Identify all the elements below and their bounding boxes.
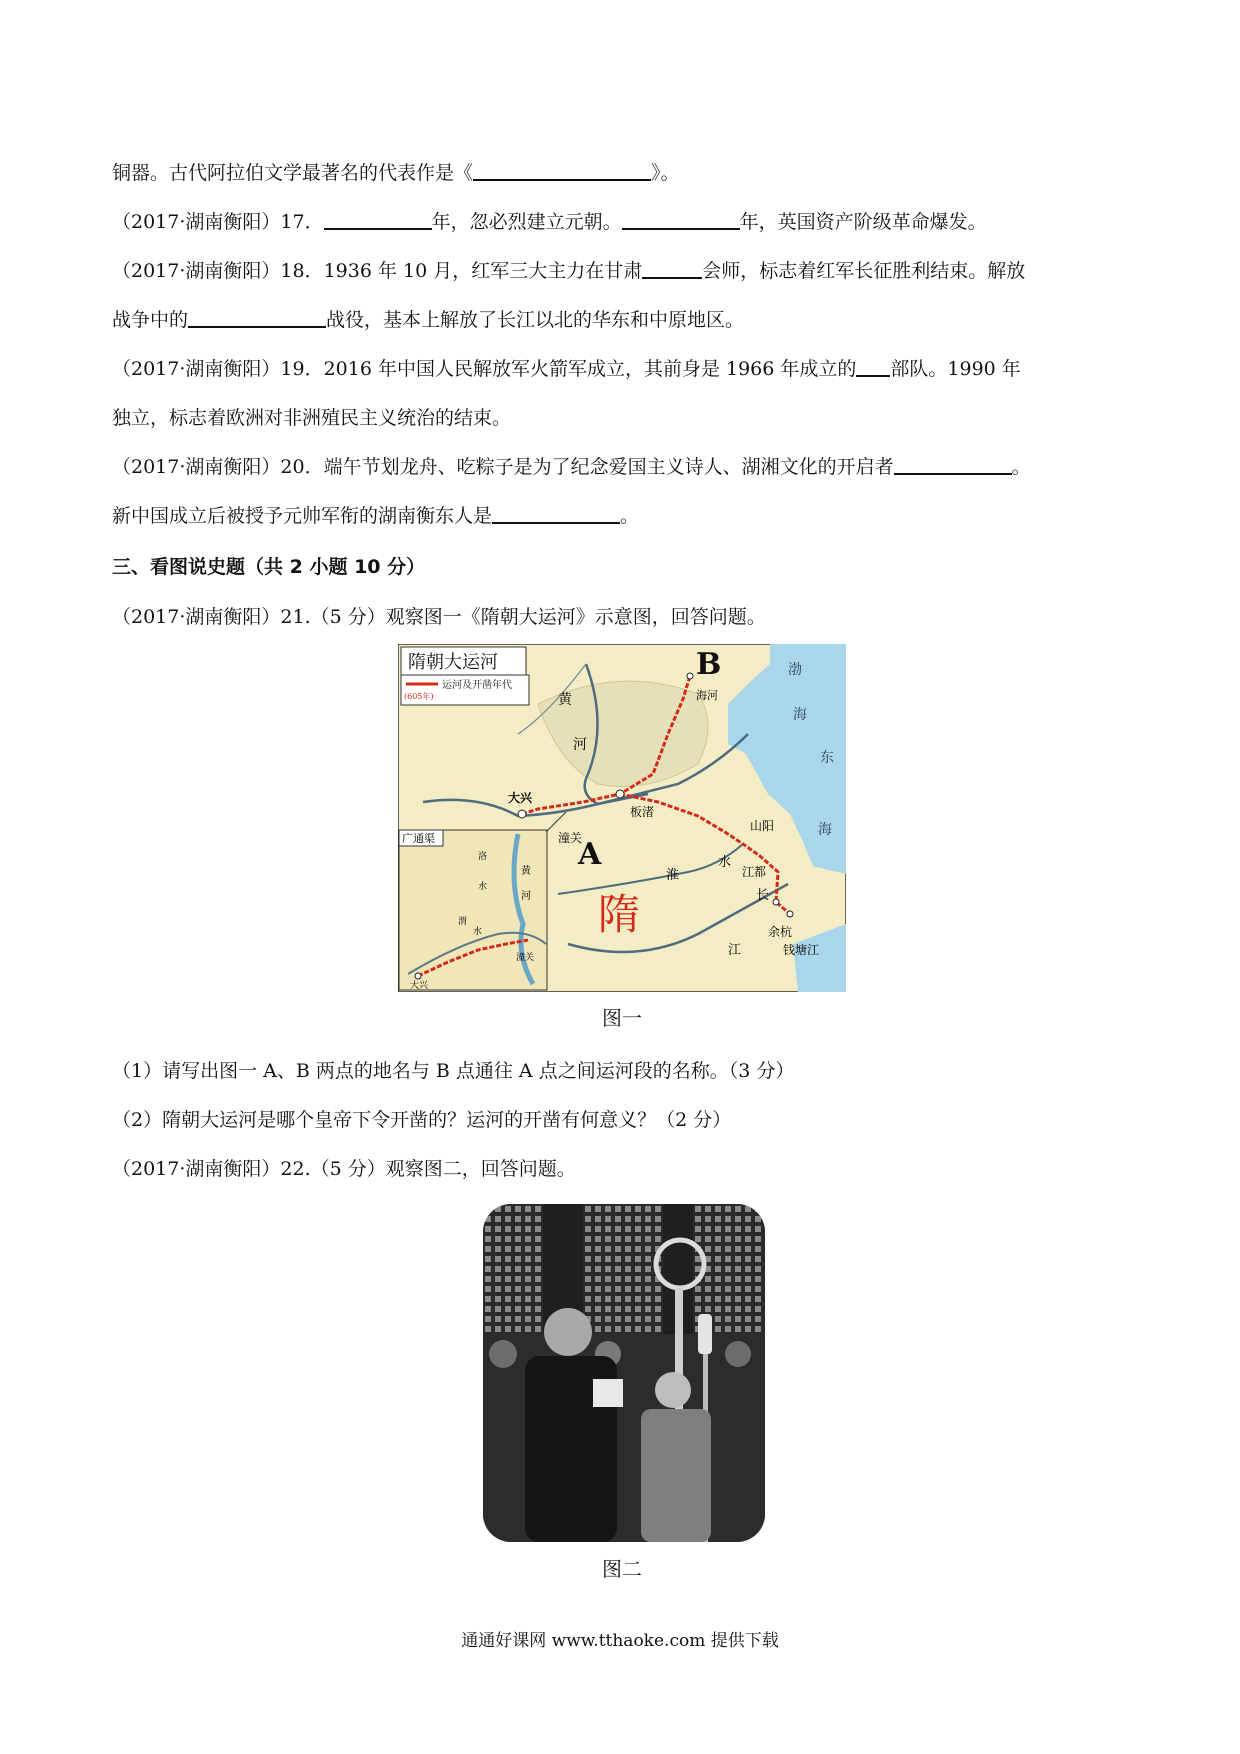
svg-text:长: 长	[756, 888, 770, 903]
guangtong-canal-inset	[399, 830, 547, 991]
svg-text:淮: 淮	[666, 868, 680, 883]
svg-text:钱塘江: 钱塘江	[783, 943, 820, 957]
line-q19-cont: 独立，标志着欧洲对非洲殖民主义统治的结束。	[112, 407, 512, 429]
svg-text:余杭: 余杭	[768, 925, 793, 939]
svg-text:山阳: 山阳	[750, 819, 775, 833]
svg-text:渭: 渭	[458, 917, 468, 927]
svg-text:江: 江	[728, 943, 742, 958]
line-q20: （2017·湖南衡阳）20．端午节划龙舟、吃粽子是为了纪念爱国主义诗人、湖湘文化的开启者 。	[112, 452, 1031, 482]
sui-grand-canal-map	[398, 644, 846, 992]
svg-text:水: 水	[478, 882, 488, 892]
svg-text:渤: 渤	[788, 662, 802, 678]
answer-blank[interactable]	[642, 257, 702, 279]
question-22: （2017·湖南衡阳）22.（5 分）观察图二，回答问题。	[112, 1158, 576, 1180]
svg-text:大兴: 大兴	[410, 981, 429, 991]
svg-text:河: 河	[521, 891, 531, 902]
footer-text: 通通好课网 www.tthaoke.com 提供下载	[461, 1631, 779, 1651]
section-heading: 三、看图说史题（共 2 小题 10 分）	[112, 556, 426, 578]
svg-text:广通渠: 广通渠	[402, 832, 435, 845]
svg-text:(605年): (605年)	[404, 692, 434, 701]
question-21-part-2: （2）隋朝大运河是哪个皇帝下令开凿的？运河的开凿有何意义？（2 分）	[112, 1109, 732, 1131]
svg-text:河: 河	[573, 737, 587, 753]
point-a: A	[578, 837, 602, 872]
answer-blank[interactable]	[473, 159, 651, 181]
svg-text:黄: 黄	[521, 866, 531, 877]
sui-label: 隋	[598, 890, 641, 939]
answer-blank[interactable]	[492, 502, 620, 524]
figure-1-caption: 图一	[602, 1006, 642, 1030]
svg-text:江都: 江都	[742, 865, 767, 879]
svg-text:黄: 黄	[558, 692, 572, 708]
svg-text:潼关: 潼关	[558, 831, 583, 845]
svg-text:海河: 海河	[696, 689, 718, 702]
answer-blank[interactable]	[856, 355, 890, 377]
svg-text:潼关: 潼关	[516, 953, 535, 963]
line-q17: （2017·湖南衡阳）17． 年，忽必烈建立元朝。 年，英国资产阶级革命爆发。	[112, 207, 987, 237]
line-q19: （2017·湖南衡阳）19．2016 年中国人民解放军火箭军成立，其前身是 1966 年成立的 部队。1990 年	[112, 354, 1021, 384]
svg-text:水: 水	[718, 855, 732, 870]
answer-blank[interactable]	[324, 208, 432, 230]
founding-ceremony-photo	[483, 1204, 765, 1542]
svg-text:板渚: 板渚	[630, 805, 655, 819]
svg-text:东: 东	[820, 750, 834, 766]
line-q18: （2017·湖南衡阳）18．1936 年 10 月，红军三大主力在甘肃 会师，标志着红军长征胜利结束。解放	[112, 256, 1025, 286]
figure-2-caption: 图二	[602, 1557, 642, 1581]
question-21-part-1: （1）请写出图一 A、B 两点的地名与 B 点通往 A 点之间运河段的名称。（3 分）	[112, 1060, 795, 1082]
svg-text:海: 海	[793, 707, 807, 723]
answer-blank[interactable]	[622, 208, 740, 230]
point-b: B	[696, 647, 722, 682]
question-21: （2017·湖南衡阳）21.（5 分）观察图一《隋朝大运河》示意图，回答问题。	[112, 606, 766, 628]
answer-blank[interactable]	[894, 453, 1012, 475]
answer-blank[interactable]	[188, 306, 326, 328]
svg-text:洛: 洛	[478, 852, 488, 862]
line-q20-cont: 新中国成立后被授予元帅军衔的湖南衡东人是 。	[112, 501, 639, 531]
svg-text:大兴: 大兴	[508, 791, 533, 805]
line-q18-cont: 战争中的 战役，基本上解放了长江以北的华东和中原地区。	[112, 305, 744, 335]
line-1: 铜器。古代阿拉伯文学最著名的代表作是《 》。	[112, 158, 680, 188]
svg-text:运河及开凿年代: 运河及开凿年代	[442, 680, 512, 691]
svg-text:水: 水	[473, 927, 483, 937]
svg-text:海: 海	[818, 822, 832, 838]
svg-text:隋朝大运河: 隋朝大运河	[408, 652, 498, 673]
